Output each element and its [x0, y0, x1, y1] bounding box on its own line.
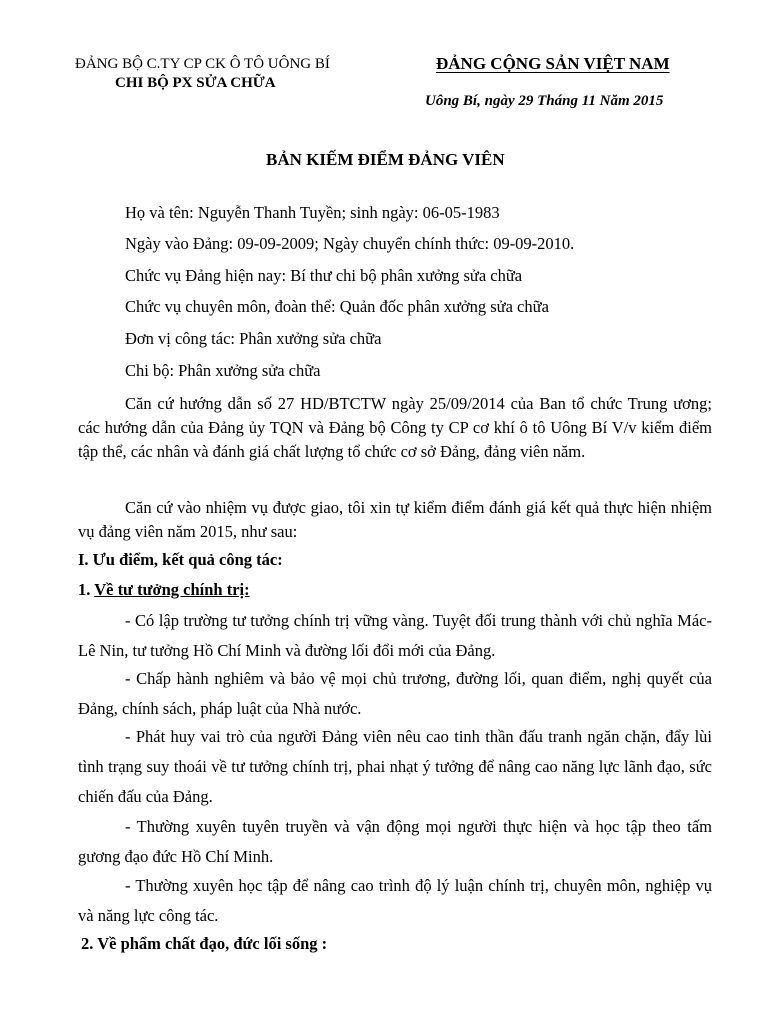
subsection-1-title: Về tư tưởng chính trị:: [94, 580, 250, 599]
info-join-date: Ngày vào Đảng: 09-09-2009; Ngày chuyển chính thức: 09-09-2010.: [125, 234, 575, 253]
info-professional-position: Chức vụ chuyên môn, đoàn thể: Quản đốc phân xưởng sửa chữa: [125, 297, 549, 316]
info-party-cell: Chi bộ: Phân xưởng sửa chữa: [125, 361, 321, 380]
list-item: - Thường xuyên học tập để nâng cao trình độ lý luận chính trị, chuyên môn, nghiệp vụ và năng lực công tác.: [78, 876, 712, 925]
section-1-heading: I. Ưu điểm, kết quả công tác:: [78, 550, 283, 569]
place-date: Uông Bí, ngày 29 Tháng 11 Năm 2015: [425, 93, 664, 109]
info-name: Họ và tên: Nguyễn Thanh Tuyền; sinh ngày: 06-05-1983: [125, 203, 500, 222]
party-name: ĐẢNG CỘNG SẢN VIỆT NAM: [436, 54, 670, 73]
document-title: BẢN KIẾM ĐIỂM ĐẢNG VIÊN: [266, 150, 505, 169]
info-work-unit: Đơn vị công tác: Phân xưởng sửa chữa: [125, 329, 382, 348]
party-cell-name: CHI BỘ PX SỬA CHỮA: [115, 75, 276, 91]
list-item: - Thường xuyên tuyên truyền và vận động mọi người thực hiện và học tập theo tấm gương đạo đức Hồ Chí Minh.: [78, 817, 712, 866]
intro-paragraph: Căn cứ vào nhiệm vụ được giao, tôi xin tự kiểm điểm đánh giá kết quả thực hiện nhiệm vụ đảng viên năm 2015, như sau:: [78, 498, 712, 541]
subsection-2-heading: 2. Về phẩm chất đạo, đức lối sống :: [81, 934, 328, 953]
subsection-1-number: 1.: [78, 580, 95, 599]
list-item: - Phát huy vai trò của người Đảng viên nêu cao tinh thần đấu tranh ngăn chặn, đẩy lùi tình trạng suy thoái về tư tưởng chính trị, phai nhạt ý tưởng để nâng cao năng lực lãnh đạo, sức chiến đấu của Đảng.: [78, 727, 712, 806]
list-item: - Chấp hành nghiêm và bảo vệ mọi chủ trương, đường lối, quan điểm, nghị quyết của Đảng, chính sách, pháp luật của Nhà nước.: [78, 669, 712, 718]
basis-paragraph: Căn cứ hướng dẫn số 27 HD/BTCTW ngày 25/09/2014 của Ban tổ chức Trung ương; các hướng dẫn của Đảng ủy TQN và Đảng bộ Công ty CP cơ khí ô tô Uông Bí V/v kiểm điểm tập thể, các nhân và đánh giá chất lượng tổ chức cơ sở Đảng, đảng viên năm.: [78, 394, 712, 461]
info-party-position: Chức vụ Đảng hiện nay: Bí thư chi bộ phân xưởng sửa chữa: [125, 266, 523, 285]
organization-name: ĐẢNG BỘ C.TY CP CK Ô TÔ UÔNG BÍ: [75, 56, 330, 72]
list-item: - Có lập trường tư tưởng chính trị vững vàng. Tuyệt đối trung thành với chủ nghĩa Mác-Lê Nin, tư tưởng Hồ Chí Minh và đường lối đổi mới của Đảng.: [78, 611, 712, 660]
subsection-1-heading: [78, 578, 712, 602]
